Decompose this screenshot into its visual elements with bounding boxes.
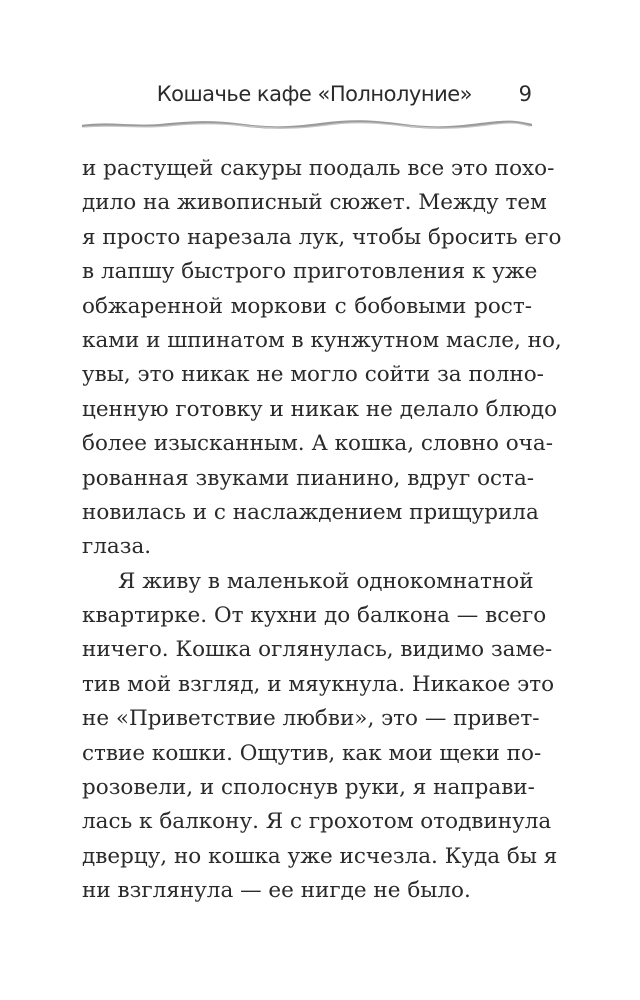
body-text [82,152,562,909]
decorative-wavy-rule [82,118,532,132]
text-line: ствие кошки. Ощутив, как мои щеки по- [82,740,542,766]
text-line: рованная звуками пианино, вдруг оста- [82,465,535,491]
text-line: розовели, и сполоснув руки, я направи- [82,775,535,801]
text-line: тив мой взгляд, и мяукнула. Никакое это [82,671,555,697]
text-line: новилась и с наслаждением прищурила [82,499,539,525]
running-header [0,82,532,122]
paragraph-start-line: Я живу в маленькой однокомнатной [118,568,534,594]
text-line: ничего. Кошка оглянулась, видимо заме- [82,637,553,663]
text-line: и растущей сакуры поодаль все это похо- [82,156,555,181]
text-line: квартирке. От кухни до балкона — всего [82,603,547,629]
page-number: 9 [518,82,532,106]
text-line: в лапшу быстрого приготовления к уже [82,259,538,285]
paragraph-end-line: глаза. [82,534,152,560]
text-line: дило на живописный сюжет. Между тем [82,190,547,216]
text-line: дверцу, но кошка уже исчезла. Куда бы я [82,843,558,869]
paragraph-end-line: ни взглянула — ее нигде не было. [82,878,471,904]
running-title: Кошачье кафе «Полнолуние» [156,82,472,106]
text-line: ценную готовку и никак не делало блюдо [82,396,558,422]
text-line: лась к балкону. Я с грохотом отодвинула [82,809,552,835]
text-line: увы, это никак не могло сойти за полно- [82,362,544,388]
text-line: ками и шпинатом в кунжутном масле, но, [82,327,562,353]
text-line: обжаренной моркови с бобовыми рост- [82,293,532,319]
text-line: более изысканным. А кошка, словно оча- [82,431,553,457]
text-line: я просто нарезала лук, чтобы бросить его [82,224,562,250]
text-line: не «Приветствие любви», это — привет- [82,706,540,732]
